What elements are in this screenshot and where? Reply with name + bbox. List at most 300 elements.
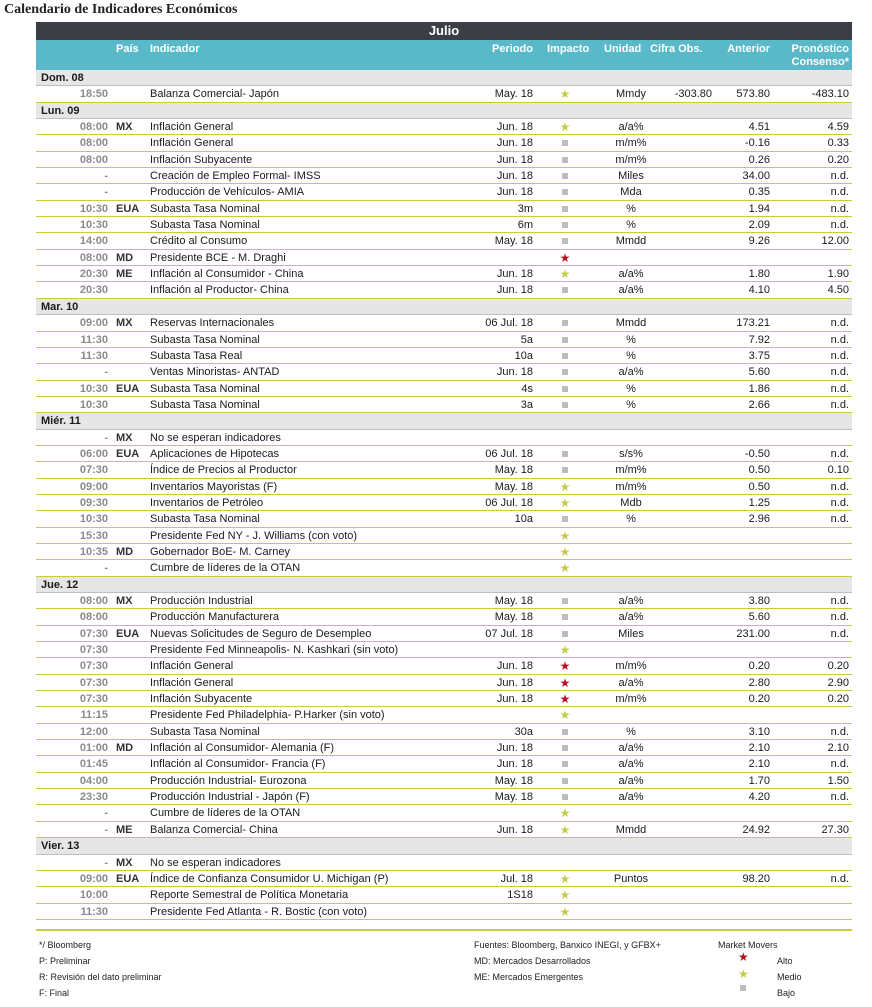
impact-high-icon: ★ (559, 659, 571, 674)
forecast-cell: 0.20 (827, 660, 849, 673)
indicator-cell: Subasta Tasa Nominal (150, 398, 260, 411)
table-row (36, 86, 852, 102)
impact-low-icon (556, 742, 574, 754)
indicator-cell: Presidente Fed Philadelphia- P.Harker (sin voto) (150, 709, 385, 722)
hora-cell: 23:30 (79, 791, 108, 804)
day-label: Mar. 10 (41, 300, 79, 313)
forecast-cell: n.d. (830, 382, 849, 395)
table-row (36, 282, 852, 298)
previous-cell: 1.94 (748, 202, 770, 215)
table-row (36, 724, 852, 740)
hora-cell: - (104, 170, 108, 183)
period-cell: 5a (520, 333, 533, 346)
indicator-cell: Inventarios de Petróleo (150, 496, 264, 509)
legend-title: Market Movers (718, 940, 778, 950)
unit-cell: % (626, 349, 636, 362)
hora-cell: 10:30 (79, 513, 108, 526)
unit-cell: a/a% (618, 121, 644, 134)
table-row (36, 544, 852, 560)
day-label: Jue. 12 (41, 578, 79, 591)
table-row (36, 315, 852, 331)
country-cell: MX (116, 431, 133, 444)
forecast-cell: n.d. (830, 611, 849, 624)
forecast-cell: 0.10 (827, 464, 849, 477)
table-row (36, 609, 852, 625)
col-cifra-obs: Cifra Obs. (650, 43, 703, 55)
col-unidad: Unidad (604, 43, 642, 55)
impact-medium-icon: ★ (559, 479, 571, 494)
hora-cell: 07:30 (79, 464, 108, 477)
footnote-revision: R: Revisión del dato preliminar (39, 972, 162, 982)
impact-low-icon (556, 775, 574, 787)
table-row (36, 152, 852, 168)
impact-low-icon (556, 235, 574, 247)
period-cell: 1S18 (507, 889, 533, 902)
period-cell: 06 Jul. 18 (485, 447, 533, 460)
hora-cell: 10:30 (79, 202, 108, 215)
previous-cell: 3.75 (748, 349, 770, 362)
hora-cell: 08:00 (79, 153, 108, 166)
footnote-fuentes: Fuentes: Bloomberg, Banxico INEGI, y GFBX+ (474, 940, 661, 950)
country-cell: MD (116, 545, 134, 558)
country-cell: MX (116, 595, 133, 607)
table-row (36, 430, 852, 446)
unit-cell: Puntos (613, 872, 649, 885)
previous-cell: 2.80 (748, 676, 770, 689)
indicator-cell: No se esperan indicadores (150, 431, 281, 444)
day-label: Vier. 13 (41, 840, 80, 853)
indicator-cell: Presidente Fed Atlanta - R. Bostic (con voto) (150, 905, 368, 918)
indicator-cell: Subasta Tasa Nominal (150, 513, 260, 526)
day-label: Dom. 08 (41, 72, 84, 84)
unit-cell: Mmdd (615, 823, 647, 836)
period-cell: May. 18 (494, 595, 533, 607)
unit-cell: a/a% (618, 611, 644, 624)
impact-medium-icon: ★ (559, 806, 571, 821)
unit-cell: m/m% (615, 660, 647, 673)
legend-alto-icon: ★ (738, 950, 749, 964)
forecast-cell: n.d. (830, 595, 849, 607)
hora-cell: 08:00 (79, 611, 108, 624)
unit-cell: m/m% (615, 464, 647, 477)
table-row (36, 201, 852, 217)
hora-cell: 01:00 (79, 742, 108, 755)
forecast-cell: n.d. (830, 170, 849, 183)
legend-medio-label: Medio (777, 972, 802, 982)
indicators-table (36, 22, 852, 920)
unit-cell: a/a% (618, 774, 644, 787)
day-label: Miér. 11 (41, 415, 81, 428)
hora-cell: - (104, 366, 108, 379)
forecast-cell: n.d. (830, 317, 849, 330)
previous-cell: -0.50 (744, 447, 770, 460)
hora-cell: - (104, 186, 108, 199)
table-row (36, 642, 852, 658)
indicator-cell: Ventas Minoristas- ANTAD (150, 366, 280, 379)
indicator-cell: Subasta Tasa Nominal (150, 725, 260, 738)
previous-cell: 0.26 (748, 153, 770, 166)
previous-cell: 1.25 (748, 496, 770, 509)
table-row (36, 789, 852, 805)
previous-cell: 2.96 (748, 513, 770, 526)
impact-low-icon (556, 726, 574, 738)
indicator-cell: Inflación al Consumidor- Francia (F) (150, 758, 326, 771)
table-row (36, 364, 852, 380)
table-row (36, 707, 852, 723)
impact-low-icon (556, 513, 574, 525)
day-header (36, 838, 852, 854)
impact-medium-icon: ★ (559, 267, 571, 282)
indicator-cell: Producción Manufacturera (150, 611, 280, 624)
hora-cell: 12:00 (79, 725, 108, 738)
period-cell: 3a (520, 398, 533, 411)
impact-low-icon (556, 334, 574, 346)
table-bottom-rule (36, 929, 852, 931)
table-row (36, 119, 852, 135)
period-cell: May. 18 (494, 480, 533, 493)
indicator-cell: Subasta Tasa Nominal (150, 202, 260, 215)
footnote-md: MD: Mercados Desarrollados (474, 956, 591, 966)
previous-cell: 2.10 (748, 742, 770, 755)
previous-cell: 34.00 (742, 170, 770, 183)
indicator-cell: Inflación General (150, 121, 234, 134)
hora-cell: 10:35 (79, 545, 108, 558)
hora-cell: 11:15 (80, 709, 108, 722)
forecast-cell: n.d. (830, 366, 849, 379)
period-cell: 30a (514, 725, 533, 738)
impact-medium-icon: ★ (559, 888, 571, 903)
hora-cell: - (104, 823, 108, 836)
period-cell: Jun. 18 (496, 121, 533, 134)
period-cell: 6m (517, 219, 533, 232)
unit-cell: % (626, 333, 636, 346)
forecast-cell: n.d. (830, 447, 849, 460)
unit-cell: % (626, 219, 636, 232)
unit-cell: m/m% (615, 480, 647, 493)
impact-medium-icon: ★ (559, 528, 571, 543)
indicator-cell: Inflación General (150, 676, 234, 689)
hora-cell: 18:50 (79, 88, 108, 101)
table-row (36, 773, 852, 789)
impact-medium-icon: ★ (559, 822, 571, 837)
col-indicador: Indicador (150, 43, 200, 55)
impact-high-icon: ★ (559, 250, 571, 265)
forecast-cell: n.d. (830, 872, 849, 885)
indicator-cell: Presidente BCE - M. Draghi (150, 251, 286, 264)
previous-cell: 4.20 (748, 791, 770, 804)
country-cell: MD (116, 251, 134, 264)
indicator-cell: Producción Industrial- Eurozona (150, 774, 307, 787)
indicator-cell: Balanza Comercial- China (150, 823, 278, 836)
table-row (36, 479, 852, 495)
indicator-cell: Índice de Precios al Productor (150, 464, 297, 477)
table-row (36, 805, 852, 821)
hora-cell: - (104, 431, 108, 444)
table-row (36, 675, 852, 691)
impact-low-icon (556, 464, 574, 476)
indicator-cell: Balanza Comercial- Japón (150, 88, 280, 101)
unit-cell: Mmdd (615, 317, 647, 330)
impact-low-icon (556, 399, 574, 411)
impact-low-icon (556, 366, 574, 378)
col-pais: País (116, 43, 139, 55)
period-cell: 3m (517, 202, 533, 215)
legend-medio-icon: ★ (738, 967, 749, 981)
country-cell: MX (116, 121, 133, 134)
hora-cell: 04:00 (79, 774, 108, 787)
previous-cell: 1.70 (748, 774, 770, 787)
table-row (36, 904, 852, 920)
indicator-cell: Inventarios Mayoristas (F) (150, 480, 278, 493)
impact-high-icon: ★ (559, 692, 571, 707)
indicator-cell: Inflación Subyacente (150, 693, 253, 706)
impact-medium-icon: ★ (559, 495, 571, 510)
legend-bajo-label: Bajo (777, 988, 796, 998)
previous-cell: 2.10 (748, 758, 770, 771)
period-cell: May. 18 (494, 88, 533, 101)
unit-cell: m/m% (615, 153, 647, 166)
hora-cell: 09:00 (79, 872, 108, 885)
table-row (36, 446, 852, 462)
hora-cell: 07:30 (79, 627, 108, 640)
unit-cell: a/a% (618, 268, 644, 281)
hora-cell: 07:30 (79, 644, 108, 657)
impact-low-icon (556, 448, 574, 460)
previous-cell: 4.51 (748, 121, 770, 134)
indicator-cell: Inflación al Consumidor - China (150, 268, 304, 281)
unit-cell: % (626, 725, 636, 738)
legend-bajo-icon (740, 985, 746, 991)
country-cell: EUA (116, 627, 140, 640)
forecast-cell: n.d. (830, 202, 849, 215)
period-cell: 10a (514, 349, 533, 362)
impact-low-icon (556, 203, 574, 215)
previous-cell: 5.60 (748, 366, 770, 379)
forecast-cell: n.d. (830, 333, 849, 346)
table-row (36, 691, 852, 707)
indicator-cell: Reservas Internacionales (150, 317, 275, 330)
unit-cell: s/s% (619, 447, 643, 460)
legend-alto-label: Alto (777, 956, 793, 966)
impact-low-icon (556, 383, 574, 395)
period-cell: Jun. 18 (496, 186, 533, 199)
period-cell: 06 Jul. 18 (485, 496, 533, 509)
impact-low-icon (556, 611, 574, 623)
indicator-cell: Subasta Tasa Real (150, 349, 243, 362)
unit-cell: % (626, 382, 636, 395)
previous-cell: 5.60 (748, 611, 770, 624)
col-pronostico: Pronóstico Consenso* (791, 43, 849, 68)
unit-cell: a/a% (618, 742, 644, 755)
table-row (36, 593, 852, 609)
forecast-cell: 27.30 (821, 823, 849, 836)
unit-cell: Miles (618, 170, 644, 183)
period-cell: May. 18 (494, 611, 533, 624)
col-impacto: Impacto (547, 43, 590, 55)
period-cell: Jun. 18 (496, 742, 533, 755)
indicator-cell: Inflación Subyacente (150, 153, 253, 166)
hora-cell: 06:00 (79, 447, 108, 460)
table-row (36, 887, 852, 903)
period-cell: Jul. 18 (500, 872, 533, 885)
forecast-cell: n.d. (830, 513, 849, 526)
indicator-cell: Cumbre de líderes de la OTAN (150, 807, 301, 820)
impact-medium-icon: ★ (559, 561, 571, 576)
hora-cell: 10:30 (79, 382, 108, 395)
impact-medium-icon: ★ (559, 120, 571, 135)
table-row (36, 348, 852, 364)
hora-cell: 11:30 (80, 905, 108, 918)
hora-cell: - (104, 807, 108, 820)
forecast-cell: 0.20 (827, 153, 849, 166)
hora-cell: 07:30 (79, 676, 108, 689)
impact-medium-icon: ★ (559, 708, 571, 723)
previous-cell: 231.00 (736, 627, 770, 640)
unit-cell: Mmdy (616, 88, 646, 101)
previous-cell: 0.20 (748, 693, 770, 706)
previous-cell: 3.10 (748, 725, 770, 738)
impact-low-icon (556, 758, 574, 770)
impact-low-icon (556, 154, 574, 166)
impact-low-icon (556, 595, 574, 607)
period-cell: Jun. 18 (496, 153, 533, 166)
table-row (36, 168, 852, 184)
hora-cell: 10:30 (79, 398, 108, 411)
period-cell: May. 18 (494, 235, 533, 248)
unit-cell: Mda (620, 186, 642, 199)
indicator-cell: Índice de Confianza Consumidor U. Michigan (P) (150, 872, 389, 885)
day-header (36, 299, 852, 315)
forecast-cell: 0.20 (827, 693, 849, 706)
period-cell: Jun. 18 (496, 137, 533, 150)
previous-cell: 173.21 (736, 317, 770, 330)
indicator-cell: No se esperan indicadores (150, 856, 281, 869)
forecast-cell: 1.50 (827, 774, 849, 787)
forecast-cell: 4.50 (827, 284, 849, 297)
forecast-cell: 4.59 (827, 121, 849, 134)
previous-cell: 4.10 (748, 284, 770, 297)
hora-cell: - (104, 562, 108, 575)
indicator-cell: Subasta Tasa Nominal (150, 219, 260, 232)
unit-cell: a/a% (618, 676, 644, 689)
indicator-cell: Subasta Tasa Nominal (150, 333, 260, 346)
table-row (36, 397, 852, 413)
previous-cell: 3.80 (748, 595, 770, 607)
hora-cell: 08:00 (79, 595, 108, 607)
unit-cell: a/a% (618, 758, 644, 771)
previous-cell: 1.80 (748, 268, 770, 281)
forecast-cell: n.d. (830, 496, 849, 509)
hora-cell: 08:00 (79, 137, 108, 150)
impact-low-icon (556, 350, 574, 362)
table-row (36, 822, 852, 838)
period-cell: May. 18 (494, 464, 533, 477)
period-cell: Jun. 18 (496, 170, 533, 183)
indicator-cell: Inflación al Consumidor- Alemania (F) (150, 742, 335, 755)
indicator-cell: Producción Industrial (150, 595, 253, 607)
impact-medium-icon: ★ (559, 643, 571, 658)
impact-high-icon: ★ (559, 675, 571, 690)
hora-cell: 08:00 (79, 251, 108, 264)
table-row (36, 855, 852, 871)
unit-cell: m/m% (615, 137, 647, 150)
table-row (36, 233, 852, 249)
period-cell: Jun. 18 (496, 693, 533, 706)
previous-cell: 0.35 (748, 186, 770, 199)
indicator-cell: Inflación al Productor- China (150, 284, 289, 297)
impact-medium-icon: ★ (559, 87, 571, 102)
forecast-cell: 12.00 (821, 235, 849, 248)
country-cell: MX (116, 856, 133, 869)
period-cell: Jun. 18 (496, 758, 533, 771)
hora-cell: 10:30 (79, 219, 108, 232)
table-row (36, 266, 852, 282)
previous-cell: 2.66 (748, 398, 770, 411)
hora-cell: 01:45 (79, 758, 108, 771)
forecast-cell: n.d. (830, 219, 849, 232)
hora-cell: 09:30 (79, 496, 108, 509)
table-row (36, 511, 852, 527)
table-row (36, 756, 852, 772)
forecast-cell: n.d. (830, 725, 849, 738)
hora-cell: 14:00 (79, 235, 108, 248)
table-body (36, 70, 852, 920)
period-cell: Jun. 18 (496, 366, 533, 379)
indicator-cell: Cumbre de líderes de la OTAN (150, 562, 301, 575)
table-row (36, 184, 852, 200)
previous-cell: -0.16 (744, 137, 770, 150)
impact-low-icon (556, 137, 574, 149)
country-cell: MD (116, 742, 134, 755)
impact-low-icon (556, 186, 574, 198)
footnote-me: ME: Mercados Emergentes (474, 972, 584, 982)
observed-cell: -303.80 (674, 88, 712, 101)
previous-cell: 0.50 (748, 464, 770, 477)
period-cell: 4s (521, 382, 533, 395)
hora-cell: 09:00 (79, 317, 108, 330)
hora-cell: 09:00 (79, 480, 108, 493)
forecast-cell: n.d. (830, 398, 849, 411)
table-row (36, 332, 852, 348)
hora-cell: 08:00 (79, 121, 108, 134)
indicator-cell: Inflación General (150, 660, 234, 673)
unit-cell: % (626, 513, 636, 526)
unit-cell: a/a% (618, 791, 644, 804)
impact-low-icon (556, 219, 574, 231)
impact-low-icon (556, 170, 574, 182)
forecast-cell: n.d. (830, 791, 849, 804)
period-cell: Jun. 18 (496, 660, 533, 673)
indicator-cell: Producción Industrial - Japón (F) (150, 791, 310, 804)
impact-low-icon (556, 317, 574, 329)
page-title: Calendario de Indicadores Económicos (4, 2, 238, 17)
forecast-cell: n.d. (830, 480, 849, 493)
footnote-preliminar: P: Preliminar (39, 956, 91, 966)
table-row (36, 135, 852, 151)
day-label: Lun. 09 (41, 104, 80, 117)
forecast-cell: n.d. (830, 186, 849, 199)
hora-cell: 20:30 (79, 284, 108, 297)
country-cell: EUA (116, 447, 140, 460)
country-cell: ME (116, 823, 133, 836)
impact-medium-icon: ★ (559, 544, 571, 559)
table-row (36, 381, 852, 397)
hora-cell: 10:00 (79, 889, 108, 902)
day-header (36, 577, 852, 593)
table-row (36, 462, 852, 478)
country-cell: ME (116, 268, 133, 281)
table-row (36, 217, 852, 233)
